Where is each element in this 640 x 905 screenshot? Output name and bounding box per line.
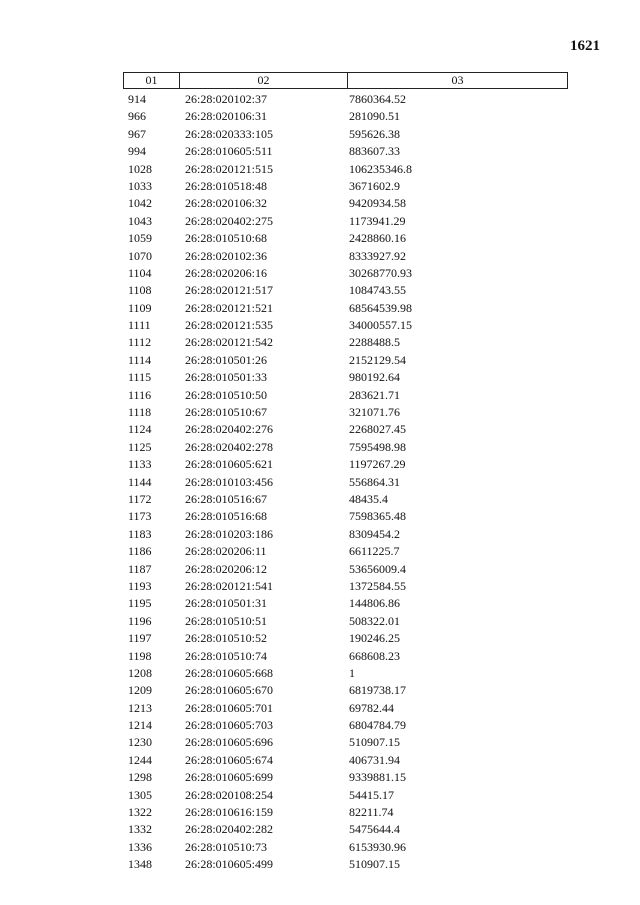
table-row (123, 456, 568, 473)
value-cell: 9420934.58 (349, 196, 406, 211)
cadastral-number-cell: 26:28:020206:11 (185, 544, 267, 559)
value-cell: 48435.4 (349, 491, 388, 506)
table-row (123, 317, 568, 334)
value-cell: 2152129.54 (349, 352, 406, 367)
table-row (123, 821, 568, 838)
row-number-cell: 1332 (128, 822, 152, 837)
cadastral-number-cell: 26:28:020121:521 (185, 300, 274, 315)
row-number-cell: 1033 (128, 178, 152, 193)
row-number-cell: 1125 (128, 439, 152, 454)
cadastral-number-cell: 26:28:010501:26 (185, 352, 268, 367)
row-number-cell: 914 (128, 92, 146, 106)
value-cell: 144806.86 (349, 596, 400, 611)
cadastral-number-cell: 26:28:010510:50 (185, 387, 268, 402)
value-cell: 883607.33 (349, 144, 400, 159)
cadastral-number-cell: 26:28:020102:36 (185, 248, 268, 263)
row-number-cell: 967 (128, 126, 146, 141)
table-row (123, 508, 568, 525)
row-number-cell: 1042 (128, 196, 152, 211)
table-row (123, 804, 568, 821)
value-cell: 68564539.98 (349, 300, 412, 315)
row-number-cell: 1244 (128, 752, 152, 767)
table-row (123, 543, 568, 560)
cadastral-number-cell: 26:28:010510:51 (185, 613, 268, 628)
table-row (123, 213, 568, 230)
cadastral-number-cell: 26:28:020206:12 (185, 561, 268, 576)
table-row (123, 526, 568, 543)
cadastral-number-cell: 26:28:020106:31 (185, 109, 268, 124)
column-header-01: 01 (124, 73, 180, 88)
table-row (123, 265, 568, 282)
value-cell: 53656009.4 (349, 561, 406, 576)
row-number-cell: 1209 (128, 683, 152, 698)
value-cell: 2428860.16 (349, 231, 406, 246)
row-number-cell: 1213 (128, 700, 152, 715)
row-number-cell: 1028 (128, 161, 152, 176)
row-number-cell: 1173 (128, 509, 152, 524)
row-number-cell: 1197 (128, 631, 152, 646)
cadastral-number-cell: 26:28:020402:275 (185, 213, 274, 228)
value-cell: 321071.76 (349, 405, 400, 420)
table-row (123, 630, 568, 647)
value-cell: 6819738.17 (349, 683, 406, 698)
row-number-cell: 1109 (128, 300, 152, 315)
value-cell: 7598365.48 (349, 509, 406, 524)
row-number-cell: 1118 (128, 405, 152, 420)
row-number-cell: 1208 (128, 665, 152, 680)
cadastral-number-cell: 26:28:010510:52 (185, 631, 268, 646)
cadastral-number-cell: 26:28:010605:696 (185, 735, 274, 750)
table-row (123, 282, 568, 299)
cadastral-number-cell: 26:28:010605:699 (185, 770, 274, 785)
cadastral-number-cell: 26:28:010510:68 (185, 231, 268, 246)
row-number-cell: 1214 (128, 718, 152, 733)
cadastral-number-cell: 26:28:020121:535 (185, 318, 274, 333)
value-cell: 6804784.79 (349, 718, 406, 733)
cadastral-number-cell: 26:28:010501:33 (185, 370, 268, 385)
table-row (123, 334, 568, 351)
table-row (123, 108, 568, 125)
cadastral-number-cell: 26:28:010516:67 (185, 491, 268, 506)
value-cell: 3671602.9 (349, 178, 400, 193)
row-number-cell: 1183 (128, 526, 152, 541)
row-number-cell: 1070 (128, 248, 152, 263)
column-header-03: 03 (451, 73, 464, 87)
table-row (123, 839, 568, 856)
table-row (123, 248, 568, 265)
row-number-cell: 1336 (128, 839, 152, 854)
value-cell: 1173941.29 (349, 213, 406, 228)
table-body (123, 91, 568, 874)
cadastral-number-cell: 26:28:010103:456 (185, 474, 274, 489)
value-cell: 7860364.52 (349, 92, 406, 106)
table-row (123, 352, 568, 369)
cadastral-number-cell: 26:28:020108:254 (185, 787, 274, 802)
value-cell: 2288488.5 (349, 335, 400, 350)
row-number-cell: 1230 (128, 735, 152, 750)
value-cell: 556864.31 (349, 474, 400, 489)
row-number-cell: 1059 (128, 231, 152, 246)
table-row (123, 439, 568, 456)
row-number-cell: 1043 (128, 213, 152, 228)
value-cell: 2268027.45 (349, 422, 406, 437)
column-header-02: 02 (180, 73, 348, 88)
cadastral-number-cell: 26:28:020402:278 (185, 439, 274, 454)
value-cell: 508322.01 (349, 613, 400, 628)
cadastral-number-cell: 26:28:020402:282 (185, 822, 274, 837)
table-row (123, 404, 568, 421)
data-table (123, 72, 568, 874)
row-number-cell: 1116 (128, 387, 152, 402)
table-row (123, 126, 568, 143)
value-cell: 1084743.55 (349, 283, 406, 298)
cadastral-number-cell: 26:28:020121:515 (185, 161, 274, 176)
value-cell: 7595498.98 (349, 439, 406, 454)
cadastral-number-cell: 26:28:010605:670 (185, 683, 274, 698)
row-number-cell: 1144 (128, 474, 152, 489)
row-number-cell: 1114 (128, 352, 152, 367)
table-row (123, 717, 568, 734)
table-row (123, 752, 568, 769)
table-row (123, 421, 568, 438)
table-row (123, 561, 568, 578)
value-cell: 5475644.4 (349, 822, 400, 837)
value-cell: 6611225.7 (349, 544, 400, 559)
value-cell: 8333927.92 (349, 248, 406, 263)
cadastral-number-cell: 26:28:010501:31 (185, 596, 268, 611)
table-row (123, 787, 568, 804)
value-cell: 106235346.8 (349, 161, 412, 176)
cadastral-number-cell: 26:28:020206:16 (185, 265, 268, 280)
value-cell: 34000557.15 (349, 318, 412, 333)
table-row (123, 665, 568, 682)
row-number-cell: 1172 (128, 491, 152, 506)
table-row (123, 195, 568, 212)
cadastral-number-cell: 26:28:010605:511 (185, 144, 273, 159)
table-row (123, 648, 568, 665)
cadastral-number-cell: 26:28:010605:701 (185, 700, 274, 715)
table-row (123, 143, 568, 160)
table-row (123, 369, 568, 386)
cadastral-number-cell: 26:28:010616:159 (185, 805, 274, 820)
cadastral-number-cell: 26:28:010516:68 (185, 509, 268, 524)
cadastral-number-cell: 26:28:020106:32 (185, 196, 268, 211)
cadastral-number-cell: 26:28:010605:499 (185, 857, 274, 872)
table-row (123, 474, 568, 491)
table-row (123, 769, 568, 786)
value-cell: 69782.44 (349, 700, 394, 715)
row-number-cell: 1133 (128, 457, 152, 472)
cadastral-number-cell: 26:28:010605:703 (185, 718, 274, 733)
value-cell: 9339881.15 (349, 770, 406, 785)
cadastral-number-cell: 26:28:010510:67 (185, 405, 268, 420)
table-row (123, 856, 568, 873)
table-row (123, 178, 568, 195)
value-cell: 595626.38 (349, 126, 400, 141)
cadastral-number-cell: 26:28:020121:541 (185, 578, 274, 593)
row-number-cell: 1111 (128, 318, 151, 333)
cadastral-number-cell: 26:28:020121:542 (185, 335, 274, 350)
cadastral-number-cell: 26:28:010510:73 (185, 839, 268, 854)
row-number-cell: 1187 (128, 561, 152, 576)
value-cell: 54415.17 (349, 787, 394, 802)
cadastral-number-cell: 26:28:020402:276 (185, 422, 274, 437)
table-row (123, 491, 568, 508)
table-row (123, 682, 568, 699)
table-header (123, 72, 568, 89)
cadastral-number-cell: 26:28:010203:186 (185, 526, 274, 541)
row-number-cell: 1186 (128, 544, 152, 559)
cadastral-number-cell: 26:28:010605:674 (185, 752, 274, 767)
row-number-cell: 1108 (128, 283, 152, 298)
row-number-cell: 1322 (128, 805, 152, 820)
row-number-cell: 1195 (128, 596, 152, 611)
page-number: 1621 (570, 38, 600, 54)
value-cell: 1372584.55 (349, 578, 406, 593)
value-cell: 510907.15 (349, 857, 400, 872)
row-number-cell: 994 (128, 144, 146, 159)
row-number-cell: 1124 (128, 422, 152, 437)
table-row (123, 161, 568, 178)
cadastral-number-cell: 26:28:010510:74 (185, 648, 268, 663)
row-number-cell: 1348 (128, 857, 152, 872)
value-cell: 6153930.96 (349, 839, 406, 854)
value-cell: 190246.25 (349, 631, 400, 646)
value-cell: 668608.23 (349, 648, 400, 663)
cadastral-number-cell: 26:28:020102:37 (185, 92, 268, 106)
row-number-cell: 1298 (128, 770, 152, 785)
table-row (123, 613, 568, 630)
table-row (123, 595, 568, 612)
value-cell: 406731.94 (349, 752, 400, 767)
cadastral-number-cell: 26:28:010605:668 (185, 665, 274, 680)
cadastral-number-cell: 26:28:010605:621 (185, 457, 274, 472)
table-row (123, 387, 568, 404)
row-number-cell: 966 (128, 109, 146, 124)
row-number-cell: 1104 (128, 265, 152, 280)
cadastral-number-cell: 26:28:020121:517 (185, 283, 274, 298)
value-cell: 283621.71 (349, 387, 400, 402)
value-cell: 980192.64 (349, 370, 400, 385)
value-cell: 510907.15 (349, 735, 400, 750)
table-row (123, 734, 568, 751)
table-row (123, 700, 568, 717)
row-number-cell: 1305 (128, 787, 152, 802)
cadastral-number-cell: 26:28:010518:48 (185, 178, 268, 193)
value-cell: 30268770.93 (349, 265, 412, 280)
value-cell: 1 (349, 665, 355, 680)
table-row (123, 230, 568, 247)
row-number-cell: 1112 (128, 335, 152, 350)
row-number-cell: 1115 (128, 370, 152, 385)
value-cell: 82211.74 (349, 805, 394, 820)
table-row (123, 91, 568, 108)
row-number-cell: 1196 (128, 613, 152, 628)
value-cell: 8309454.2 (349, 526, 400, 541)
row-number-cell: 1198 (128, 648, 152, 663)
table-row (123, 578, 568, 595)
table-row (123, 300, 568, 317)
value-cell: 1197267.29 (349, 457, 406, 472)
cadastral-number-cell: 26:28:020333:105 (185, 126, 274, 141)
value-cell: 281090.51 (349, 109, 400, 124)
row-number-cell: 1193 (128, 578, 152, 593)
